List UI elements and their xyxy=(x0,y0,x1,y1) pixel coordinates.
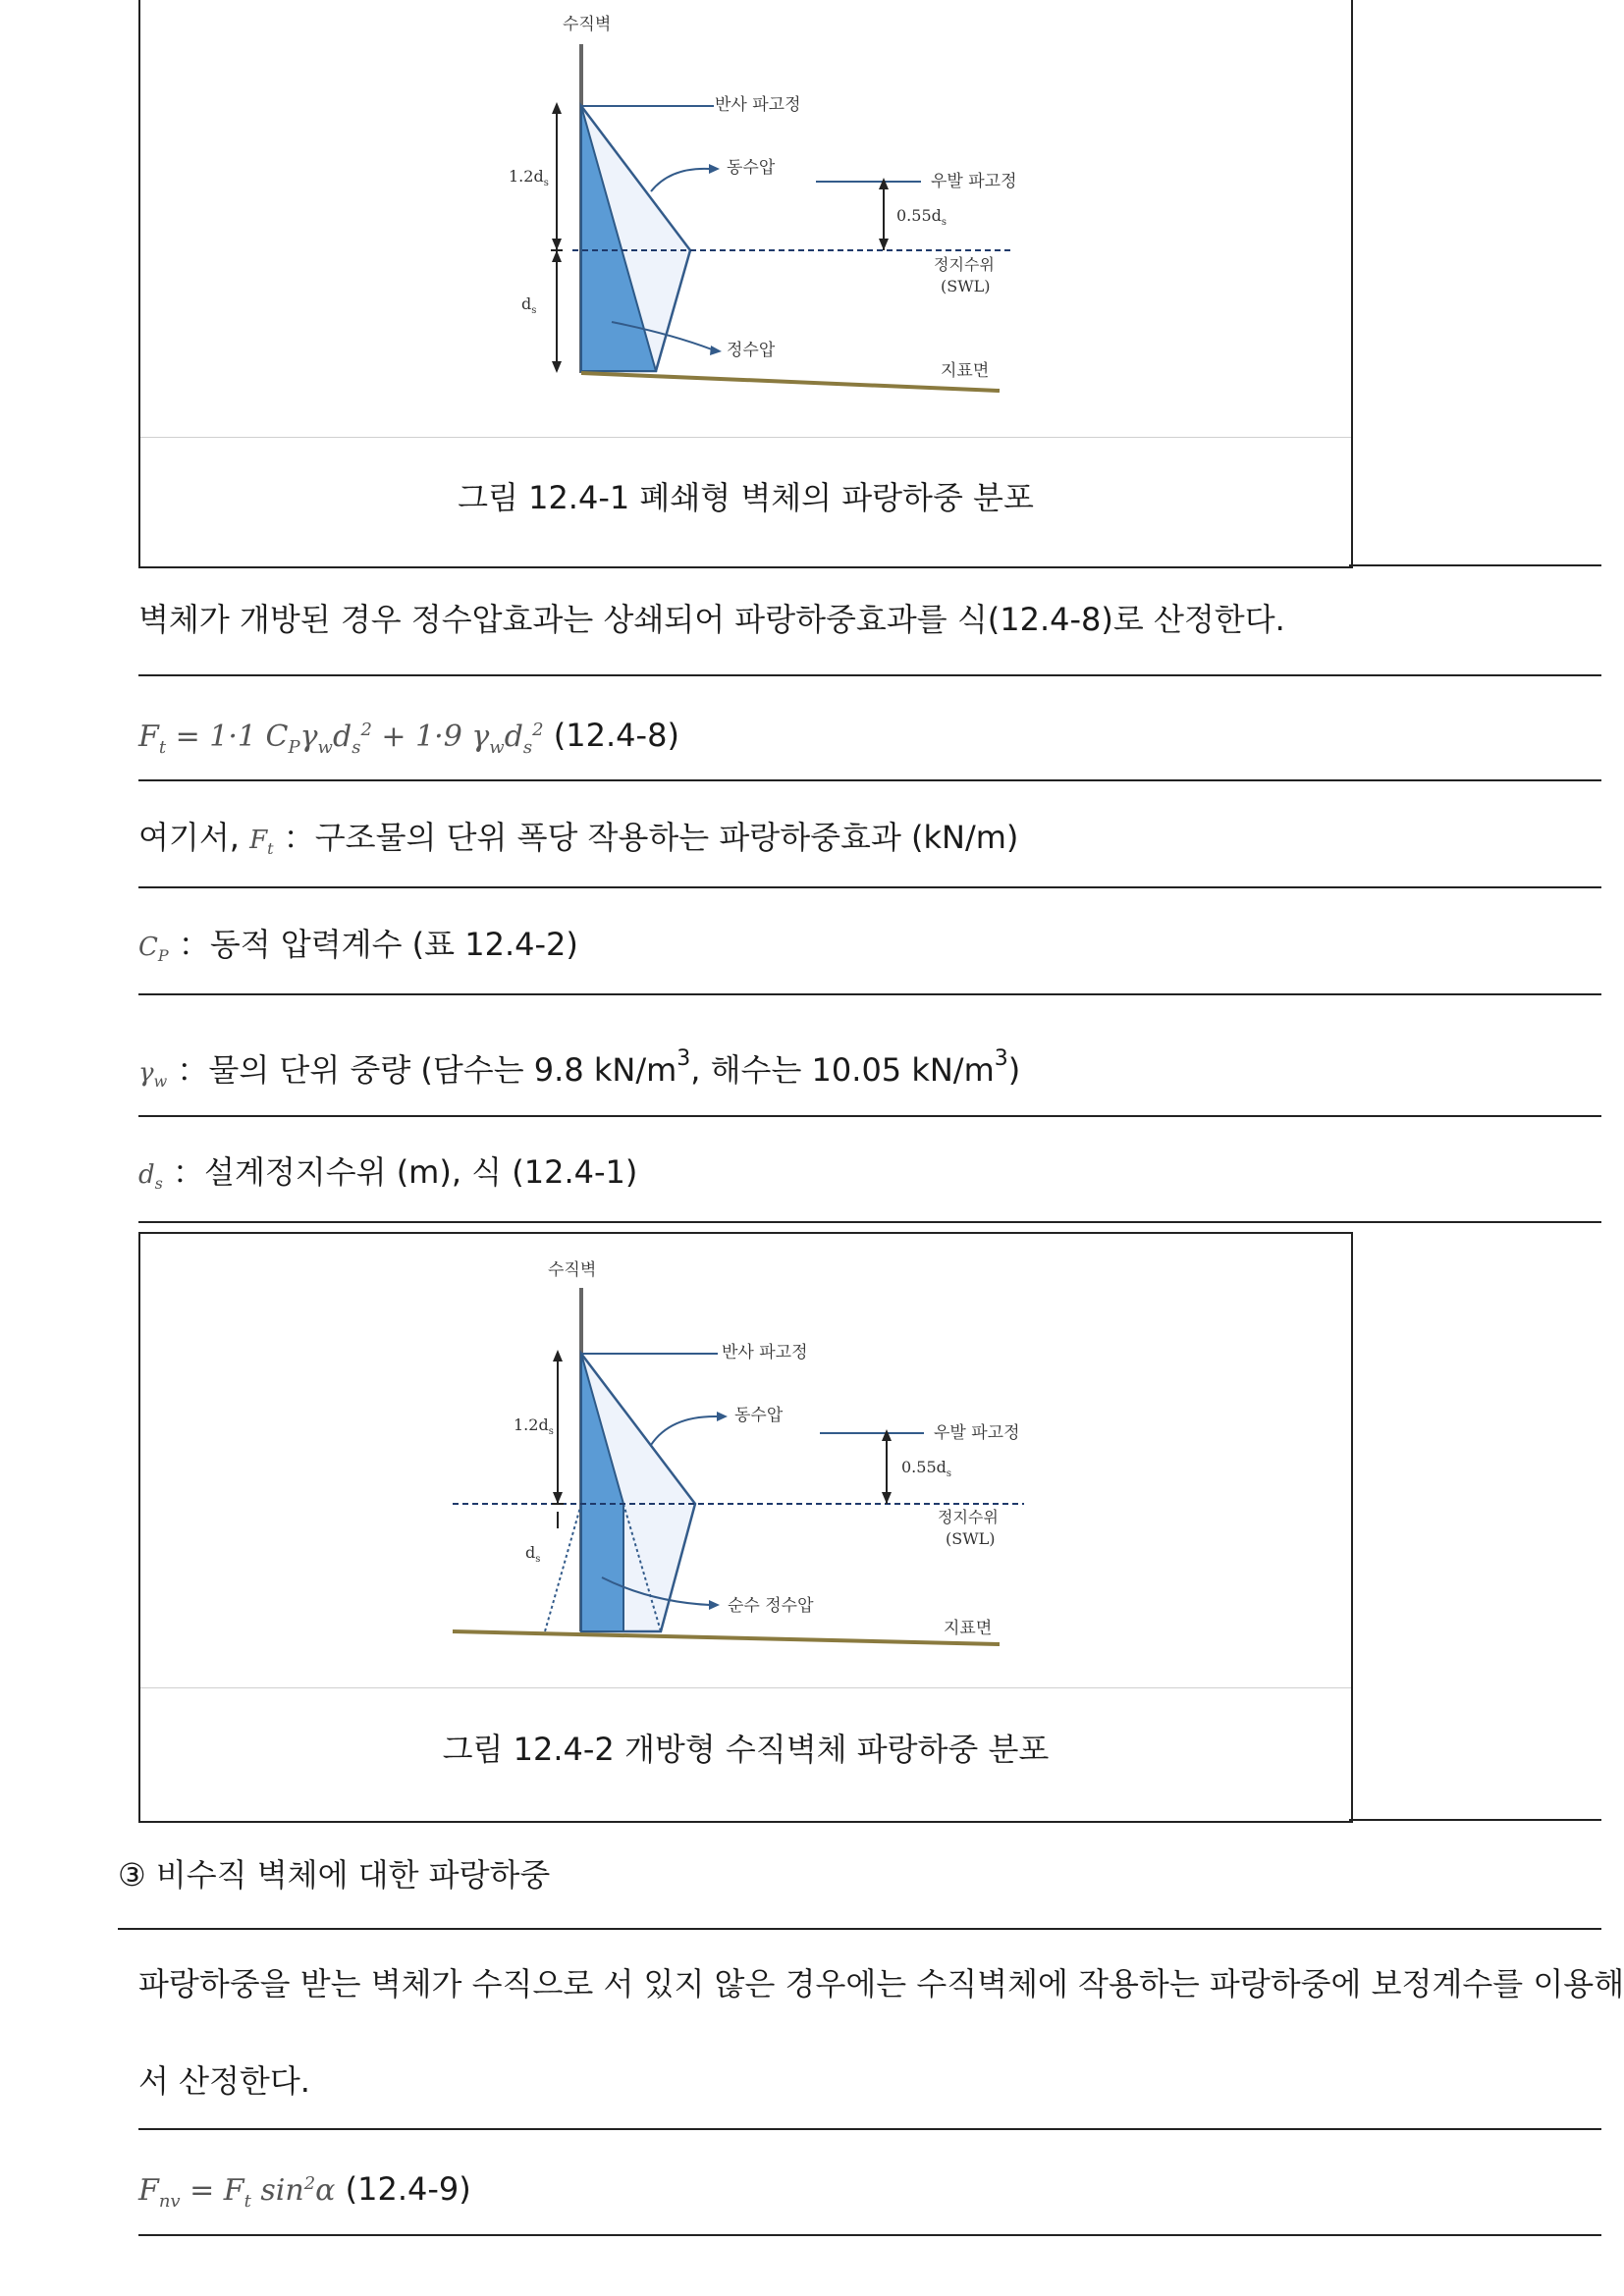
divider xyxy=(138,2128,1601,2130)
figure-2-box xyxy=(138,1232,1353,1823)
definition-text: ：설계정지수위 (m), 식 (12.4-1) xyxy=(173,1153,638,1191)
label-swl-1: 정지수위 xyxy=(938,1508,999,1526)
equation-12-4-8 xyxy=(138,711,679,768)
divider xyxy=(1349,1819,1601,1821)
divider xyxy=(138,886,1601,888)
equation-number: (12.4-9) xyxy=(345,2170,471,2208)
divider xyxy=(138,779,1601,781)
definition-gamma xyxy=(138,1043,1020,1101)
section-3-title: ③ 비수직 벽체에 대한 파랑하중 xyxy=(118,1856,551,1894)
label-ground: 지표면 xyxy=(944,1619,993,1638)
divider xyxy=(138,674,1601,676)
equation-12-4-9 xyxy=(138,2164,471,2221)
label-swl-2: (SWL) xyxy=(941,277,991,295)
figure-2-caption: 그림 12.4-2 개방형 수직벽체 파랑하중 분포 xyxy=(442,1731,1050,1768)
symbol-cp: $C_P$ xyxy=(138,933,169,966)
divider xyxy=(1349,564,1601,566)
label-h-gap: $0.55d_s$ xyxy=(901,1458,952,1479)
label-static-pressure: 정수압 xyxy=(727,341,776,360)
paragraph-non-vertical-line2: 서 산정한다. xyxy=(138,2062,310,2100)
definition-text: ：물의 단위 중량 (담수는 9.8 $kN/m^3$, 해수는 10.05 $kN/m^3$) xyxy=(177,1046,1021,1089)
figure-2-svg xyxy=(140,1234,1351,1687)
label-dynamic-pressure: 동수압 xyxy=(734,1406,784,1425)
label-h-upper: $1.2d_s$ xyxy=(509,167,549,188)
definition-prefix: 여기서, xyxy=(138,819,240,856)
label-ground: 지표면 xyxy=(941,361,990,381)
label-dynamic-pressure: 동수압 xyxy=(727,158,776,178)
label-swl-2: (SWL) xyxy=(946,1529,996,1548)
figure-1-svg xyxy=(140,0,1351,437)
label-reflected-crest: 반사 파고정 xyxy=(715,95,801,115)
divider xyxy=(138,1115,1601,1117)
divider xyxy=(118,1928,1601,1930)
figure-1-caption: 그림 12.4-1 폐쇄형 벽체의 파랑하중 분포 xyxy=(458,479,1034,516)
equation-number: (12.4-8) xyxy=(553,717,679,754)
ground-line xyxy=(581,373,1000,391)
paragraph-non-vertical-line1: 파랑하중을 받는 벽체가 수직으로 서 있지 않은 경우에는 수직벽체에 작용하는 파랑하중에 보정계수를 이용해 xyxy=(138,1965,1624,2002)
symbol-gamma-w: $\gamma_w$ xyxy=(138,1057,168,1091)
ground-line xyxy=(453,1631,1000,1644)
label-wall: 수직벽 xyxy=(548,1260,597,1280)
definition-ds xyxy=(138,1152,637,1203)
definition-text: ：구조물의 단위 폭당 작용하는 파랑하중효과 (kN/m) xyxy=(283,819,1019,856)
divider xyxy=(138,993,1601,995)
divider xyxy=(138,1221,1601,1223)
symbol-ft: $F_t$ xyxy=(249,826,274,859)
formula: $F_{nv} = F_t$ $\sin^2\alpha$ xyxy=(138,2173,336,2212)
label-wall: 수직벽 xyxy=(563,15,612,34)
figure-1-diagram xyxy=(140,0,1351,438)
definition-ft xyxy=(138,818,1018,869)
label-h-upper: $1.2d_s$ xyxy=(514,1415,554,1437)
figure-1-box xyxy=(138,0,1353,568)
label-h-lower: $d_s$ xyxy=(525,1543,541,1565)
label-h-lower: $d_s$ xyxy=(521,294,537,316)
figure-2-diagram xyxy=(140,1234,1351,1688)
definition-text: ：동적 압력계수 (표 12.4-2) xyxy=(178,926,578,963)
definition-cp xyxy=(138,925,578,976)
label-incident-crest: 우발 파고정 xyxy=(931,172,1017,191)
label-h-gap: $0.55d_s$ xyxy=(896,206,947,228)
symbol-ds: $d_s$ xyxy=(138,1160,163,1194)
label-reflected-crest: 반사 파고정 xyxy=(722,1343,808,1362)
label-swl-1: 정지수위 xyxy=(934,255,995,274)
divider xyxy=(138,2234,1601,2236)
label-net-static: 순수 정수압 xyxy=(728,1596,814,1616)
formula: $F_t = 1\cdot 1$ $C_P\gamma_wd_s^2 + 1\cdot 9$ $\gamma_wd_s^2$ xyxy=(138,720,544,758)
paragraph-open-wall: 벽체가 개방된 경우 정수압효과는 상쇄되어 파랑하중효과를 식(12.4-8)로 산정한다. xyxy=(138,601,1285,638)
label-incident-crest: 우발 파고정 xyxy=(934,1423,1020,1443)
